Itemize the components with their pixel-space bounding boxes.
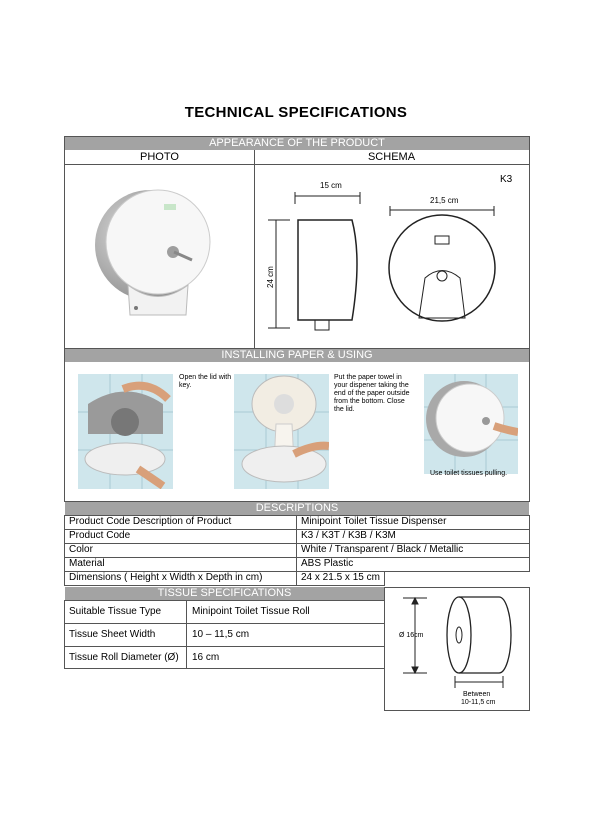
desc-value: ABS Plastic	[296, 557, 530, 572]
step3-text: Use toilet tissues pulling.	[430, 470, 508, 477]
tissue-roll-drawing	[385, 588, 529, 710]
photo-header: PHOTO	[140, 151, 179, 163]
appearance-band: APPEARANCE OF THE PRODUCT	[65, 137, 529, 150]
divider	[254, 150, 255, 349]
step2-text: Put the paper towel in your dispener taking the end of the paper outside from the bottom. Close the lid.	[334, 374, 410, 413]
page-title: TECHNICAL SPECIFICATIONS	[184, 104, 408, 121]
divider	[64, 646, 385, 647]
desc-value: K3 / K3T / K3B / K3M	[296, 529, 530, 544]
desc-label: Color	[64, 543, 297, 558]
desc-value: White / Transparent / Black / Metallic	[296, 543, 530, 558]
tissue-band: TISSUE SPECIFICATIONS	[65, 587, 384, 600]
dim-depth-label: 15 cm	[320, 181, 342, 190]
desc-label: Dimensions ( Height x Width x Depth in cm)	[64, 571, 297, 586]
schema-drawing	[260, 168, 528, 346]
tissue-value: Minipoint Toilet Tissue Roll	[192, 606, 310, 617]
step3-image	[424, 374, 518, 474]
diameter-label: Ø 16cm	[399, 632, 424, 639]
tissue-label: Tissue Roll Diameter (Ø)	[69, 652, 179, 663]
between-label: Between	[463, 691, 491, 698]
model-label: K3	[500, 174, 513, 185]
divider	[186, 600, 187, 669]
tissue-value: 16 cm	[192, 652, 220, 663]
step2-image	[234, 374, 329, 489]
dim-width-label: 21,5 cm	[430, 196, 459, 205]
desc-label: Product Code	[64, 529, 297, 544]
tissue-label: Suitable Tissue Type	[69, 606, 162, 617]
tissue-label: Tissue Sheet Width	[69, 629, 156, 640]
installing-band: INSTALLING PAPER & USING	[65, 349, 529, 362]
step1-image	[78, 374, 173, 489]
divider	[64, 623, 385, 624]
dim-height-label: 24 cm	[266, 266, 275, 288]
step1-text: Open the lid with key.	[179, 374, 232, 389]
desc-label: Product Code Description of Product	[64, 515, 297, 530]
schema-header: SCHEMA	[367, 151, 416, 163]
desc-value: 24 x 21.5 x 15 cm	[296, 571, 385, 586]
between-value: 10-11,5 cm	[461, 699, 496, 706]
descriptions-band: DESCRIPTIONS	[65, 502, 529, 515]
divider	[65, 164, 529, 165]
desc-label: Material	[64, 557, 297, 572]
desc-value: Minipoint Toilet Tissue Dispenser	[296, 515, 530, 530]
product-photo	[90, 180, 220, 330]
tissue-value: 10 – 11,5 cm	[192, 629, 250, 640]
